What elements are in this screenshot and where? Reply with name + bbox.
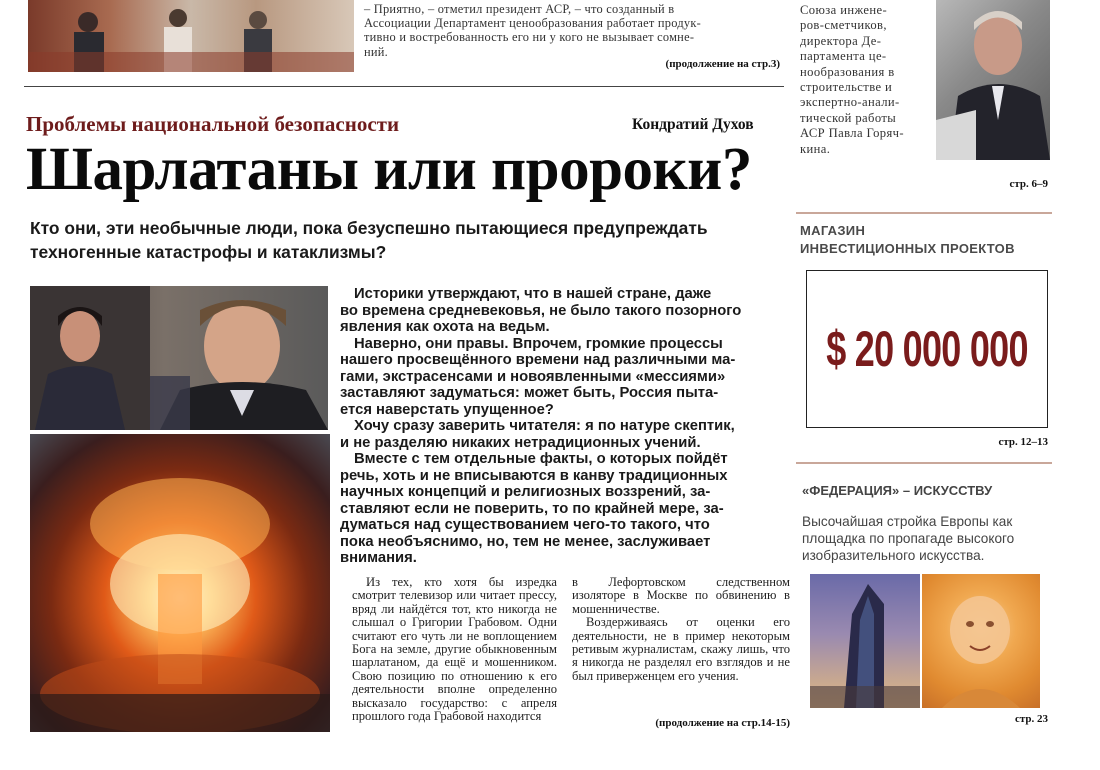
intro-line: научных концепций и религиозных воззрений, за- [340, 484, 711, 500]
caption-line: партамента це- [800, 49, 887, 64]
caption-line: АСР Павла Горяч- [800, 126, 904, 141]
caption-line: экспертно-анали- [800, 95, 900, 110]
caption-line: нообразования в [800, 64, 895, 79]
sidebar-bottom-page-ref[interactable]: стр. 23 [1014, 713, 1048, 725]
intro-line: во времена средневековья, не было такого позорного [340, 302, 742, 319]
article-column-2 [572, 576, 790, 683]
intro-line: ставляют если не поверить, то по крайней мере, за- [340, 500, 724, 517]
federation-title: «ФЕДЕРАЦИЯ» – ИСКУССТВУ [802, 483, 993, 498]
federation-text: Высочайшая стройка Европы как площадка по пропагаде высокого изобразительного искусства. [802, 514, 1015, 563]
caption-line: строительстве и [800, 80, 893, 95]
quote-line: ний. [364, 44, 388, 59]
intro-line: Хочу сразу заверить читателя: я по натуре скептик, [354, 418, 735, 434]
sidebar-top-caption [800, 3, 935, 157]
caption-line: кина. [800, 141, 831, 156]
intro-line: Наверно, они правы. Впрочем, громкие процессы [354, 335, 723, 352]
explosion-photo [30, 434, 330, 732]
article-author: Кондратий Духов [632, 116, 754, 133]
intro-line: и не разделяю никаких нетрадиционных учений. [340, 434, 701, 451]
article-intro [340, 286, 792, 567]
quote-line: Ассоциации Департамент ценообразования работает продук- [364, 16, 701, 31]
intro-line: явления как охота на ведьм. [340, 319, 550, 335]
portrait-photo [936, 0, 1050, 160]
intro-line: внимания. [340, 550, 417, 566]
investment-amount-box[interactable] [806, 270, 1048, 428]
article-column-1 [352, 576, 557, 723]
investment-shop-title [800, 222, 1015, 258]
article-paragraph: Из тех, кто хотя бы изредка смотрит телевизор или читает прессу, вряд ли найдётся тот, кто никогда не слышал о Григории Грабовом. Одни считают его чуть ли не воплощением Бога на земле, другие обыкновенным шарлатаном, да ещё и мошенником. Свою позицию по отношению к его деятельности вполне определенно высказало государство: с апреля прошлого года Грабовой находится [352, 575, 557, 724]
article-lead: Кто они, эти необычные люди, пока безуспешно пытающиеся предупреждать техногенные катастрофы и катаклизмы? [30, 218, 708, 262]
sidebar-top-page-ref[interactable]: стр. 6–9 [1009, 178, 1048, 190]
intro-line: нашего просвещённого времени над различными ма- [340, 352, 736, 368]
intro-line: речь, хоть и не вписываются в канву традиционных [340, 467, 728, 484]
article-headline: Шарлатаны или пророки? [26, 136, 752, 203]
article-paragraph: в Лефортовском следственном изоляторе в Москве по обвинению в мошенничестве. [572, 575, 790, 616]
intro-line: Историки утверждают, что в нашей стране, даже [354, 286, 712, 302]
caption-line: ров-сметчиков, [800, 18, 887, 33]
article-continued-link[interactable]: (продолжение на стр.14-15) [655, 717, 790, 729]
intro-line: гами, экстрасенсами и новоявленными «мессиями» [340, 368, 726, 385]
article-paragraph: Воздерживаясь от оценки его деятельности, не в пример некоторым ретивым журналистам, скажу лишь, что я никогда не разделял его взглядов и не был приверженцем его учения. [572, 615, 790, 683]
quote-line: тивно и востребованность его ни у кого не вызывает сомне- [364, 30, 695, 45]
intro-line: Вместе с тем отдельные факты, о которых пойдёт [354, 451, 728, 467]
sidebar-mid-page-ref[interactable]: стр. 12–13 [998, 436, 1048, 448]
top-continued-link[interactable]: (продолжение на стр.3) [665, 58, 780, 70]
top-quote [364, 2, 778, 59]
intro-line: заставляют задуматься: может быть, Россия пыта- [340, 385, 719, 401]
quote-line: – Приятно, – отметил президент АСР, – что созданный в [364, 2, 675, 16]
title-line: ИНВЕСТИЦИОННЫХ ПРОЕКТОВ [800, 241, 1015, 256]
caption-line: Союза инжене- [800, 3, 888, 17]
arrest-photo [30, 286, 328, 430]
sidebar-rule-2 [796, 462, 1052, 464]
skyscraper-photo [810, 574, 920, 708]
top-divider [24, 86, 784, 87]
art-photo [922, 574, 1040, 708]
caption-line: директора Де- [800, 33, 882, 48]
investment-amount: $ 20 000 000 [826, 321, 1028, 377]
intro-line: ется наверстать упущенное? [340, 401, 554, 418]
top-conference-photo [28, 0, 354, 72]
caption-line: тической работы [800, 110, 897, 125]
title-line: МАГАЗИН [800, 223, 866, 238]
intro-line: пока необъяснимо, но, тем не менее, заслуживает [340, 533, 711, 550]
article-rubric: Проблемы национальной безопасности [26, 112, 400, 136]
intro-line: думаться над существованием чего-то такого, что [340, 517, 710, 533]
sidebar-rule-1 [796, 212, 1052, 214]
